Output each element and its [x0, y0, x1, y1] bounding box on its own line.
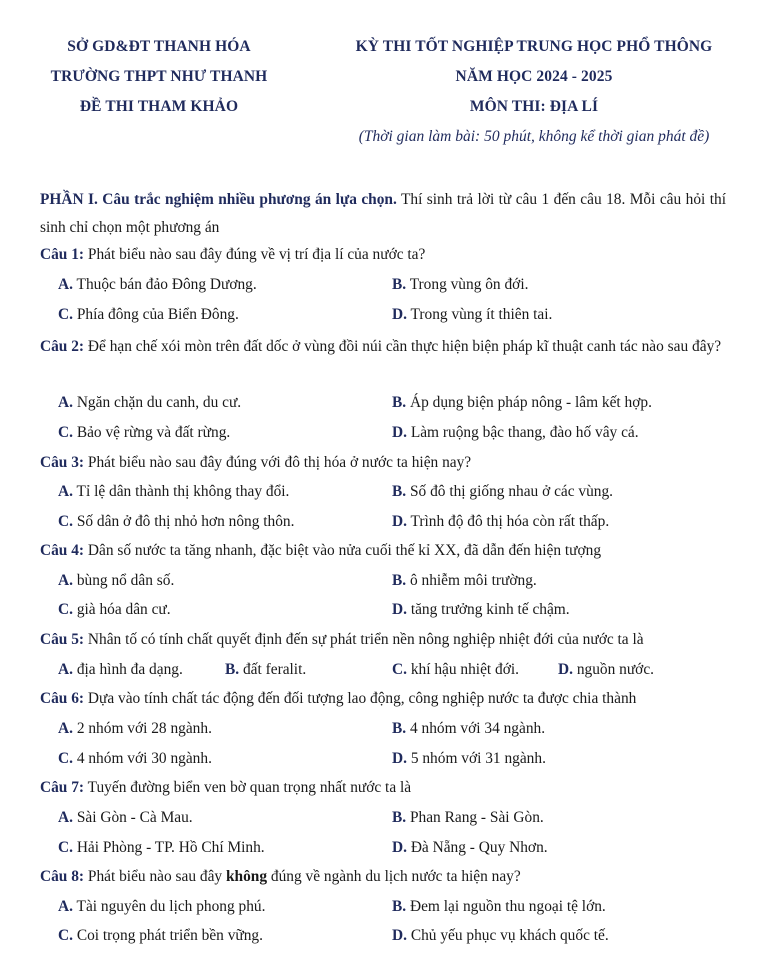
q1-option-c[interactable]: C. Phía đông của Biển Đông. [58, 306, 239, 323]
q4-option-d[interactable]: D. tăng trưởng kinh tế chậm. [392, 601, 570, 618]
emphasis-not: không [225, 868, 268, 885]
question-1: Câu 1: Phát biểu nào sau đây đúng về vị trí địa lí của nước ta? [40, 246, 426, 263]
time-note: (Thời gian làm bài: 50 phút, không kể thời gian phát đề) [358, 128, 710, 145]
q8-option-d[interactable]: D. Chủ yếu phục vụ khách quốc tế. [392, 927, 609, 944]
q2-option-c[interactable]: C. Bảo vệ rừng và đất rừng. [58, 424, 231, 441]
school-department: SỞ GD&ĐT THANH HÓA [67, 38, 251, 55]
q6-option-b[interactable]: B. 4 nhóm với 34 ngành. [392, 720, 546, 737]
q3-option-c[interactable]: C. Số dân ở đô thị nhỏ hơn nông thôn. [58, 513, 295, 530]
exam-type: ĐỀ THI THAM KHẢO [79, 98, 239, 115]
q3-option-b[interactable]: B. Số đô thị giống nhau ở các vùng. [392, 483, 614, 500]
school-year: NĂM HỌC 2024 - 2025 [455, 68, 613, 85]
q6-option-a[interactable]: A. 2 nhóm với 28 ngành. [58, 720, 212, 737]
q4-option-a[interactable]: A. bùng nổ dân số. [58, 572, 175, 589]
part1-instructions: Thí sinh trả lời từ câu 1 đến câu 18. Mỗi câu hỏi thí sinh chỉ chọn một phương án [40, 191, 726, 236]
q7-option-d[interactable]: D. Đà Nẵng - Quy Nhơn. [392, 839, 548, 856]
q5-option-a[interactable]: A. địa hình đa dạng. [58, 661, 183, 678]
q2-option-b[interactable]: B. Áp dụng biện pháp nông - lâm kết hợp. [392, 394, 652, 411]
q6-option-c[interactable]: C. 4 nhóm với 30 ngành. [58, 750, 212, 767]
school-name: TRƯỜNG THPT NHƯ THANH [50, 68, 268, 85]
question-7: Câu 7: Tuyến đường biển ven bờ quan trọng nhất nước ta là [40, 779, 412, 796]
q4-option-b[interactable]: B. ô nhiễm môi trường. [392, 572, 537, 589]
q5-option-d[interactable]: D. nguồn nước. [558, 661, 654, 678]
q7-option-b[interactable]: B. Phan Rang - Sài Gòn. [392, 809, 544, 826]
part1-intro [40, 186, 726, 242]
question-4: Câu 4: Dân số nước ta tăng nhanh, đặc biệt vào nửa cuối thế kỉ XX, đã dẫn đến hiện tượng [40, 542, 602, 559]
question-6: Câu 6: Dựa vào tính chất tác động đến đối tượng lao động, công nghiệp nước ta được chia thành [40, 690, 637, 707]
question-2: Câu 2: Để hạn chế xói mòn trên đất dốc ở vùng đồi núi cần thực hiện biện pháp kĩ thuật canh tác nào sau đây? [40, 338, 722, 355]
q1-option-b[interactable]: B. Trong vùng ôn đới. [392, 276, 529, 293]
q5-option-b[interactable]: B. đất feralit. [225, 661, 307, 678]
q7-option-c[interactable]: C. Hải Phòng - TP. Hồ Chí Minh. [58, 839, 265, 856]
q8-option-b[interactable]: B. Đem lại nguồn thu ngoại tệ lớn. [392, 898, 606, 915]
q7-option-a[interactable]: A. Sài Gòn - Cà Mau. [58, 809, 193, 826]
subject: MÔN THI: ĐỊA LÍ [469, 98, 599, 115]
question-8: Câu 8: Phát biểu nào sau đây không đúng về ngành du lịch nước ta hiện nay? [40, 868, 521, 885]
part1-title: PHẦN I. Câu trắc nghiệm nhiều phương án lựa chọn. [40, 191, 397, 208]
q1-option-d[interactable]: D. Trong vùng ít thiên tai. [392, 306, 553, 323]
q4-option-c[interactable]: C. già hóa dân cư. [58, 601, 171, 618]
q1-option-a[interactable]: A. Thuộc bán đảo Đông Dương. [58, 276, 257, 293]
q6-option-d[interactable]: D. 5 nhóm với 31 ngành. [392, 750, 546, 767]
q2-option-a[interactable]: A. Ngăn chặn du canh, du cư. [58, 394, 242, 411]
q8-option-a[interactable]: A. Tài nguyên du lịch phong phú. [58, 898, 266, 915]
q8-option-c[interactable]: C. Coi trọng phát triển bền vững. [58, 927, 263, 944]
question-5: Câu 5: Nhân tố có tính chất quyết định đến sự phát triển nền nông nghiệp nhiệt đới của nước ta là [40, 631, 644, 648]
question-3: Câu 3: Phát biểu nào sau đây đúng với đô thị hóa ở nước ta hiện nay? [40, 454, 472, 471]
exam-title: KỲ THI TỐT NGHIỆP TRUNG HỌC PHỔ THÔNG [355, 38, 713, 55]
q2-option-d[interactable]: D. Làm ruộng bậc thang, đào hố vây cá. [392, 424, 639, 441]
q5-option-c[interactable]: C. khí hậu nhiệt đới. [392, 661, 519, 678]
q3-option-d[interactable]: D. Trình độ đô thị hóa còn rất thấp. [392, 513, 610, 530]
q3-option-a[interactable]: A. Tỉ lệ dân thành thị không thay đổi. [58, 483, 290, 500]
